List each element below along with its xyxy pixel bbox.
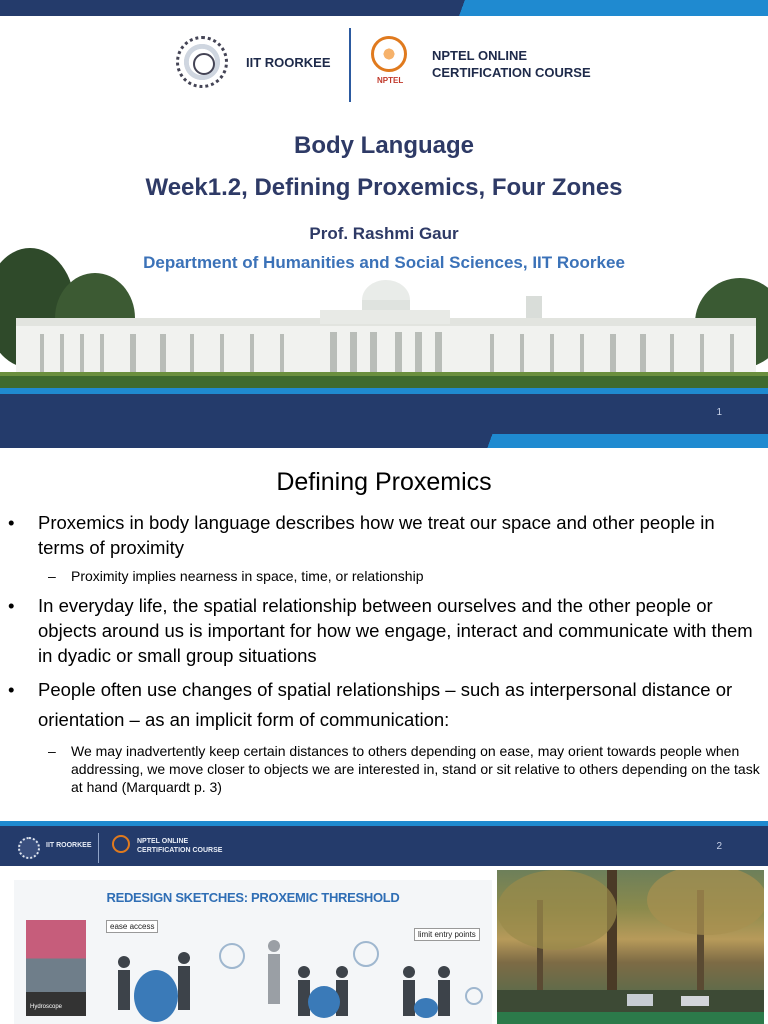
iit-roorkee-seal-icon [18,837,40,859]
people-sketch-figures [104,932,484,1024]
top-banner [0,0,768,16]
iit-roorkee-label: IIT ROORKEE [246,55,331,70]
redesign-sketch-image [14,880,492,1024]
sketch-title: REDESIGN SKETCHES: PROXEMIC THRESHOLD [106,890,400,905]
footer-iit-roorkee-label: IIT ROORKEE [46,842,92,849]
footer-nptel-line-2: CERTIFICATION COURSE [137,847,223,854]
logo-row [0,28,768,108]
park-photo [497,870,764,1024]
sketch-label-ease-access: ease access [106,920,158,933]
footer-nptel-label [137,837,222,855]
bullet-list [8,510,760,796]
top-banner [0,434,768,448]
footer-divider [98,833,99,863]
nptel-logo-icon [112,835,130,853]
course-title: Body Language [293,132,474,159]
page-number: 2 [716,841,722,852]
nptel-line-2: CERTIFICATION COURSE [432,65,591,80]
footer-banner [0,821,768,866]
next-slide-preview [0,866,768,1024]
bullet-item: • In everyday life, the spatial relationship between ourselves and the other people or objects around us is important for how we engage, interact and communicate with them in dyadic or small group situations [8,593,760,668]
nptel-course-label [432,47,591,81]
photo-caption: Hydroscope [30,1004,63,1010]
iit-roorkee-seal-icon [176,36,228,88]
logo-divider [349,28,351,102]
department-name: Department of Humanities and Social Sciences, IIT Roorkee [143,253,625,272]
content-slide [0,434,768,866]
bottom-banner [0,388,768,434]
footer-nptel-line-1: NPTEL ONLINE [137,838,189,845]
slide-title: Defining Proxemics [276,468,492,496]
nptel-logo-icon [371,36,407,72]
bullet-item: • People often use changes of spatial relationships – such as interpersonal distance or orientation – as an implicit form of communication: [8,675,760,735]
professor-name: Prof. Rashmi Gaur [309,224,459,243]
sub-bullet-item: – Proximity implies nearness in space, time, or relationship [8,567,760,585]
nptel-line-1: NPTEL ONLINE [432,48,528,63]
bullet-item: • Proxemics in body language describes how we treat our space and other people in terms of proximity [8,510,760,560]
sub-bullet-item: – We may inadvertently keep certain distances to others depending on ease, may orient towards people when addressing, we move closer to objects we are interested in, stand or sit relative to others depending on the task at hand (Marquardt p. 3) [8,742,760,796]
hydroscope-photo [26,920,86,1016]
title-slide [0,0,768,434]
park-scene-image [497,870,764,1024]
lecture-title: Week1.2, Defining Proxemics, Four Zones [145,174,623,201]
sketch-label-limit-entry: limit entry points [414,928,480,941]
nptel-logo-label: NPTEL [377,76,404,85]
page-number: 1 [716,407,722,418]
